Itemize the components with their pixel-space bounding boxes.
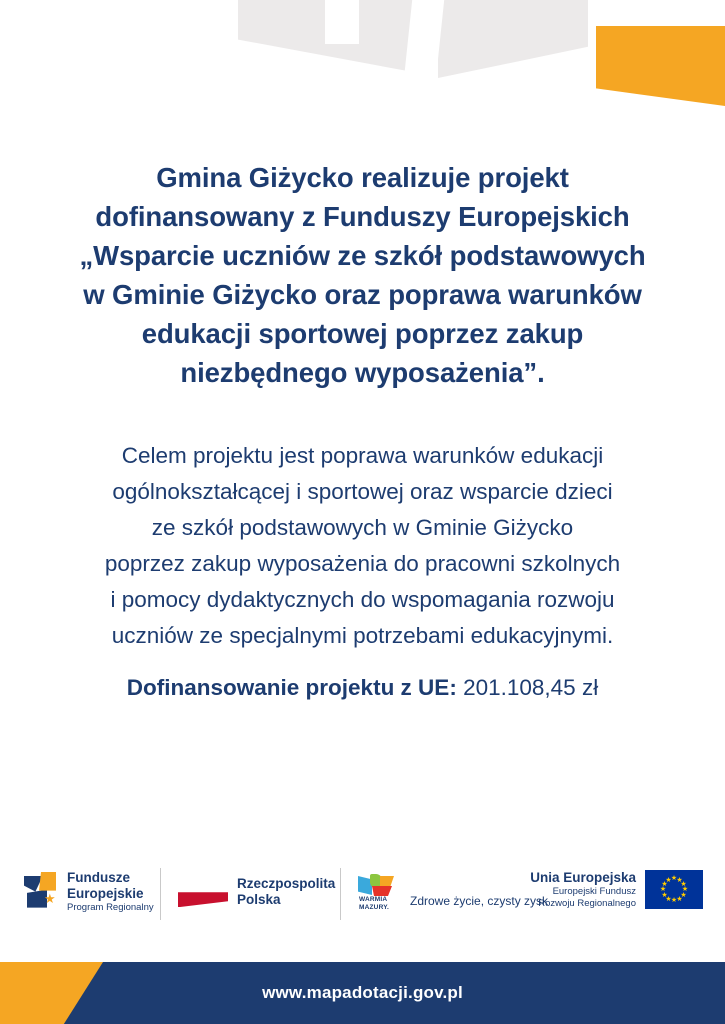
- funding-amount: 201.108,45 zł: [463, 675, 599, 700]
- orange-shape: [596, 26, 725, 106]
- logo-rzeczpospolita-polska: [178, 876, 335, 908]
- footer-url[interactable]: www.mapadotacji.gov.pl: [262, 983, 463, 1002]
- page-title: [0, 158, 725, 392]
- logo-strip: [0, 862, 725, 932]
- headline-line-2: dofinansowany z Funduszy Europejskich: [95, 201, 630, 233]
- body-line-4: poprzez zakup wyposażenia do pracowni szkolnych: [104, 551, 621, 576]
- ue-label-line-1: Unia Europejska: [530, 870, 636, 885]
- eu-star-icon: ★: [670, 875, 678, 883]
- project-description: [0, 438, 725, 654]
- body-line-3: ze szkół podstawowych w Gminie Giżycko: [151, 515, 574, 540]
- eu-star-icon: ★: [681, 886, 689, 894]
- wm-mark-line-2: MAZURY.: [359, 904, 390, 912]
- ue-label-line-3: Rozwoju Regionalnego: [538, 898, 636, 910]
- wm-mark-line-1: WARMIA: [359, 896, 388, 903]
- funding-label: Dofinansowanie projektu z UE:: [126, 675, 457, 700]
- eu-star-icon: ★: [665, 876, 672, 884]
- fe-label-line-3: Program Regionalny: [67, 902, 154, 914]
- headline-line-4: w Gminie Giżycko oraz poprawa warunków: [83, 279, 642, 311]
- eu-star-icon: ★: [670, 897, 678, 905]
- logo-divider-1: [160, 868, 161, 920]
- eu-star-icon: ★: [661, 891, 668, 899]
- polish-flag-icon: [178, 877, 228, 907]
- body-line-2: ogólnokształcącej i sportowej oraz wsparcie dzieci: [112, 479, 613, 504]
- headline-line-1: Gmina Giżycko realizuje projekt: [156, 162, 569, 193]
- grey-shape-right: [438, 0, 588, 78]
- logo-warmia-mazury: [358, 874, 548, 910]
- warmia-mazury-mark-icon: [358, 874, 404, 910]
- logo-unia-europejska: [530, 870, 703, 910]
- body-line-6: uczniów ze specjalnymi potrzebami edukacyjnymi.: [111, 623, 614, 648]
- fe-label-line-1: Fundusze: [67, 870, 130, 885]
- rp-label-line-1: Rzeczpospolita: [237, 876, 336, 891]
- funding-line: [0, 675, 725, 701]
- fundusze-europejskie-mark-icon: ★: [24, 872, 60, 912]
- eu-star-icon: ★: [676, 895, 683, 903]
- white-notch: [325, 0, 359, 44]
- body-line-5: i pomocy dydaktycznych do wspomagania rozwoju: [110, 587, 615, 612]
- logo-divider-2: [340, 868, 341, 920]
- logo-fundusze-europejskie: [24, 870, 154, 913]
- eu-star-icon: ★: [680, 891, 687, 899]
- wm-slogan: Zdrowe życie, czysty zysk: [410, 894, 549, 908]
- eu-flag-icon: [645, 870, 703, 909]
- eu-star-icon: ★: [676, 876, 683, 884]
- footer-bar: [0, 962, 725, 1024]
- rp-label-line-2: Polska: [237, 892, 281, 908]
- eu-star-icon: ★: [659, 886, 667, 894]
- eu-star-icon: ★: [680, 880, 687, 888]
- eu-star-icon: ★: [665, 895, 672, 903]
- fe-label-line-2: Europejskie: [67, 885, 144, 901]
- ue-label-line-2: Europejski Fundusz: [552, 886, 636, 898]
- headline-line-5: edukacji sportowej poprzez zakup: [141, 318, 584, 350]
- headline-line-3: „Wsparcie uczniów ze szkół podstawowych: [79, 240, 646, 272]
- headline-line-6: niezbędnego wyposażenia”.: [180, 357, 545, 389]
- header-decoration: [0, 0, 725, 120]
- eu-star-icon: ★: [661, 880, 668, 888]
- body-line-1: Celem projektu jest poprawa warunków edukacji: [121, 443, 604, 468]
